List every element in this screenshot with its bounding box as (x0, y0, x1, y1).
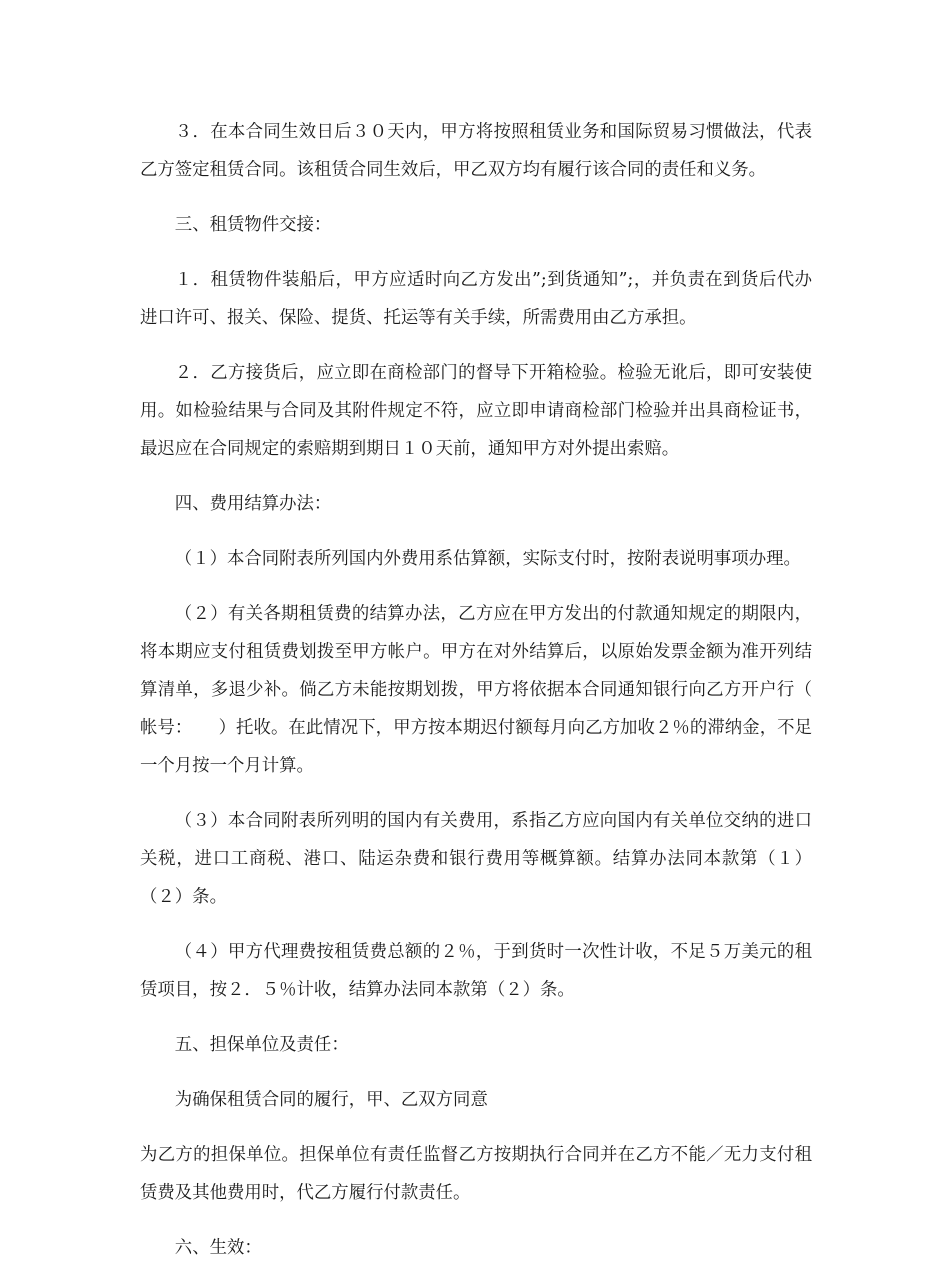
guarantee-paragraph-1: 为确保租赁合同的履行，甲、乙双方同意 (174, 1090, 488, 1110)
settlement-item-3: （３）本合同附表所列明的国内有关费用，系指乙方应向国内有关单位交纳的进口关税，进口工商税、港口、陆运杂费和银行费用等概算额。结算办法同本款第（１）（２）条。 (140, 811, 812, 907)
settlement-item-4: （４）甲方代理费按租赁费总额的２％，于到货时一次性计收，不足５万美元的租赁项目，按２．５％计收，结算办法同本款第（２）条。 (140, 942, 812, 1000)
section-5-heading: 五、担保单位及责任： (174, 1035, 349, 1055)
document-page (140, 113, 847, 1284)
handover-item-1: １．租赁物件装船后，甲方应适时向乙方发出”;到货通知”;，并负责在到货后代办进口许可、报关、保险、提货、托运等有关手续，所需费用由乙方承担。 (140, 270, 812, 328)
handover-item-2: ２．乙方接货后，应立即在商检部门的督导下开箱检验。检验无讹后，即可安装使用。如检验结果与合同及其附件规定不符，应立即申请商检部门检验并出具商检证书，最迟应在合同规定的索赔期到期日１０天前，通知甲方对外提出索赔。 (140, 363, 812, 459)
section-6-heading: 六、生效： (174, 1238, 262, 1258)
guarantee-paragraph-2: 为乙方的担保单位。担保单位有责任监督乙方按期执行合同并在乙方不能／无力支付租赁费及其他费用时，代乙方履行付款责任。 (140, 1145, 812, 1203)
settlement-item-1: （１）本合同附表所列国内外费用系估算额，实际支付时，按附表说明事项办理。 (174, 549, 801, 569)
clause-3-paragraph: ３．在本合同生效日后３０天内，甲方将按照租赁业务和国际贸易习惯做法，代表乙方签定租赁合同。该租赁合同生效后，甲乙双方均有履行该合同的责任和义务。 (140, 122, 812, 180)
section-3-heading: 三、租赁物件交接： (174, 215, 332, 235)
settlement-item-2: （２）有关各期租赁费的结算办法，乙方应在甲方发出的付款通知规定的期限内，将本期应支付租赁费划拨至甲方帐户。甲方在对外结算后，以原始发票金额为准开列结算清单，多退少补。倘乙方未能按期划拨，甲方将依据本合同通知银行向乙方开户行（ 帐号： ）托收。在此情况下，甲方按本期迟付额每月向乙方加收２％的滞纳金，不足一个月按一个月计算。 (140, 604, 847, 776)
section-4-heading: 四、费用结算办法： (174, 494, 332, 514)
